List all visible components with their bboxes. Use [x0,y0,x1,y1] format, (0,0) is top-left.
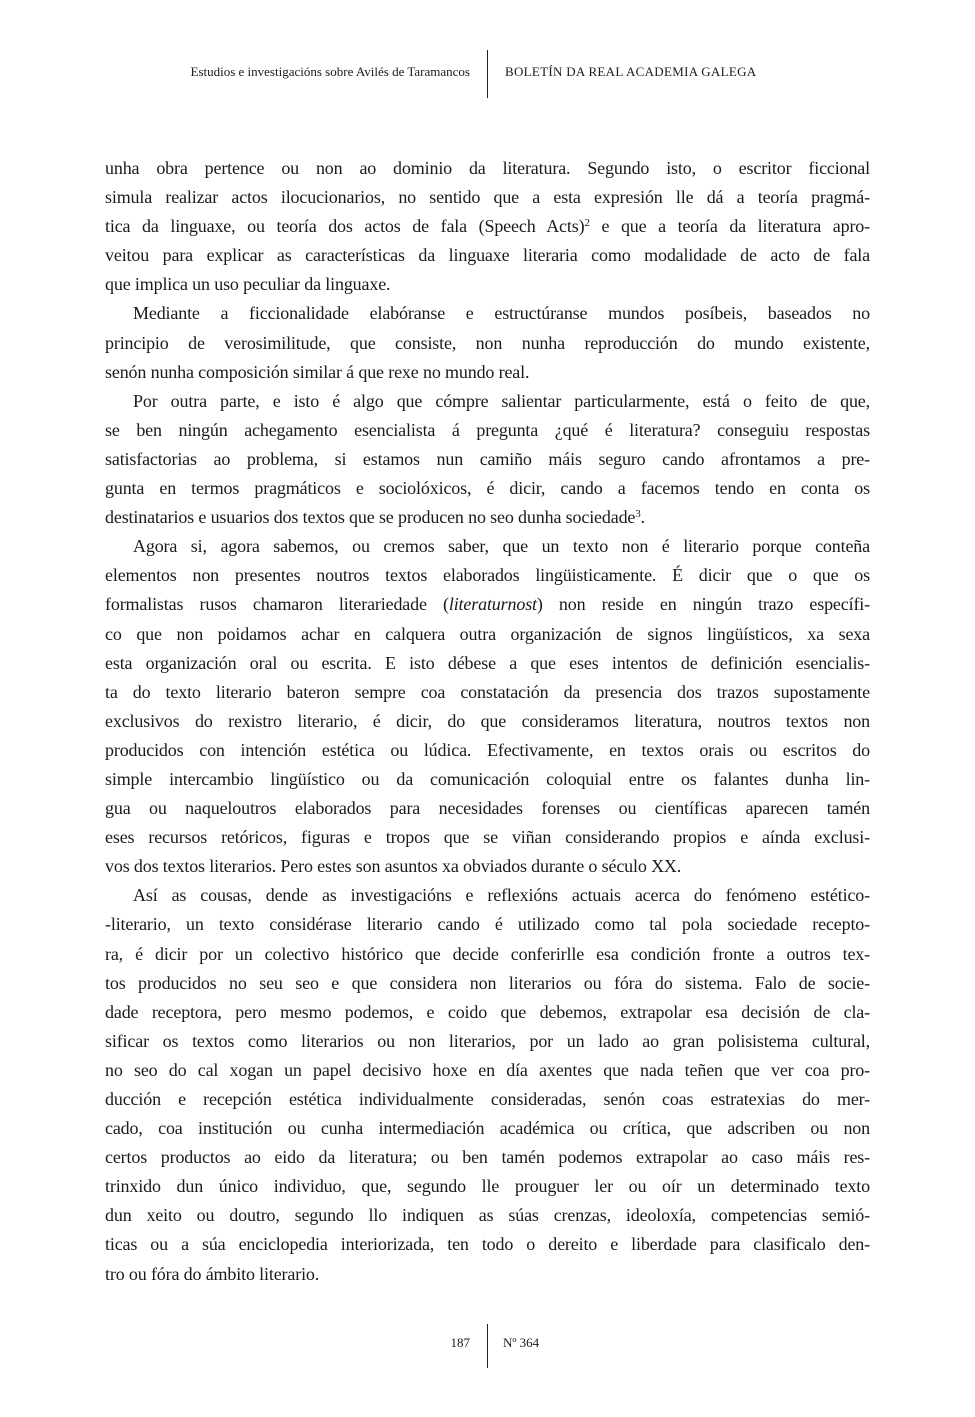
text-line [105,270,870,299]
text-segment: senón nunha composición similar á que rexe no mundo real. [105,361,530,382]
text-line [105,1201,870,1230]
text-line [105,707,870,736]
text-line [105,1056,870,1085]
text-line [105,590,870,619]
footnote-reference: 3 [635,508,641,521]
text-line [105,794,870,823]
text-segment: tos producidos no seu seo e que considera non literarios ou fóra do sistema. Falo de socie- [105,972,870,993]
text-line [105,649,870,678]
text-line [105,823,870,852]
text-segment: Mediante a ficcionalidade elabóranse e estructúranse mundos posíbeis, baseados no [133,303,870,324]
page-number: 187 [450,1335,470,1350]
text-line [105,1143,870,1172]
text-segment: satisfactorias ao problema, si estamos nun camiño máis seguro cando afrontamos a pre- [105,448,870,469]
text-segment: -literario, un texto considérase literario cando é utilizado como tal pola sociedade recepto- [105,914,870,935]
text-segment: elementos non presentes noutros textos elaborados lingüisticamente. É dicir que o que os [105,565,870,586]
paragraph [105,387,870,532]
text-line [105,358,870,387]
text-segment: unha obra pertence ou non ao dominio da literatura. Segundo isto, o escritor ficcional [105,158,870,178]
text-line [105,736,870,765]
italic-term: literaturnost [448,594,537,615]
text-line [105,1230,870,1259]
text-segment: veitou para explicar as características da linguaxe literaria como modalidade de acto de fala [105,245,870,266]
issue-number: Nº 364 [503,1335,540,1350]
text-line [105,329,870,358]
text-line [105,910,870,939]
text-segment: simula realizar actos ilocucionarios, no sentido que a esta expresión lle dá a teoría pragmá- [105,187,870,208]
text-line [105,387,870,416]
text-line [105,474,870,503]
text-line [105,678,870,707]
running-header-right: BOLETÍN DA REAL ACADEMIA GALEGA [505,64,757,79]
text-segment: ) non reside en ningún trazo específi- [536,594,870,615]
text-segment: cado, coa institución ou cunha intermediación académica ou crítica, que adscriben ou non [105,1118,870,1139]
text-segment: co que non poidamos achar en calquera outra organización de signos lingüísticos, xa sexa [105,623,870,644]
header-divider [487,50,488,98]
text-segment: e que a teoría da literatura apro- [589,216,870,237]
text-segment: tica da linguaxe, ou teoría dos actos de fala (Speech Acts) [105,216,585,237]
text-segment: tro ou fóra do ámbito literario. [105,1263,320,1284]
text-segment: ducción e recepción estética individualmente consideradas, senón coas estratexias do mer- [105,1089,870,1109]
text-segment: no seo do cal xogan un papel decisivo hoxe en día axentes que nada teñen que ver coa pro- [105,1059,870,1080]
text-segment: sificar os textos como literarios ou non literarios, por un lado ao gran polisistema cultural, [105,1030,870,1051]
text-segment: destinatarios e usuarios dos textos que se producen no seo dunha sociedade [105,507,636,528]
text-segment: ta do texto literario bateron sempre coa constatación da presencia dos trazos supostamente [105,681,870,702]
text-segment: exclusivos do rexistro literario, é dicir, do que consideramos literatura, noutros textos non [105,710,870,731]
body-text [105,154,870,1289]
text-line [105,445,870,474]
text-line [105,1260,870,1289]
text-segment: Así as cousas, dende as investigacións e reflexións actuais acerca do fenómeno estético- [133,885,870,906]
text-segment: certos productos ao eido da literatura; ou ben tamén podemos extrapolar ao caso máis res- [105,1147,870,1168]
text-line [105,998,870,1027]
text-segment: ra, é dicir por un colectivo histórico que decide conferirlle esa condición fronte a outros tex- [105,943,870,964]
text-segment: gua ou naqueloutros elaborados para necesidades forenses ou científicas aparecen tamén [105,798,870,819]
paragraph [105,154,870,299]
text-segment: eses recursos retóricos, figuras e tropos que se viñan considerando propios e aínda exclusi- [105,827,870,848]
text-line [105,620,870,649]
text-line [105,416,870,445]
text-segment: principio de verosimilitude, que consiste, non nunha reproducción do mundo existente, [105,332,870,353]
text-line [105,765,870,794]
text-line [105,1114,870,1143]
text-segment: esta organización oral ou escrita. E isto débese a que eses intentos de definición esencialis- [105,652,870,673]
text-line [105,1085,870,1114]
text-line [105,503,870,532]
text-segment: se ben ningún achegamento esencialista á pregunta ¿qué é literatura? conseguiu respostas [105,419,870,440]
text-segment: producidos con intención estética ou lúdica. Efectivamente, en textos orais ou escritos do [105,739,870,760]
text-segment: simple intercambio lingüístico ou da comunicación coloquial entre os falantes dunha lin- [105,768,870,789]
text-line [105,1027,870,1056]
running-header-left: Estudios e investigacións sobre Avilés de Taramancos [190,64,470,79]
paragraph [105,881,870,1288]
text-line [105,852,870,881]
text-segment: Por outra parte, e isto é algo que cómpre salientar particularmente, está o feito de que, [133,390,870,411]
paragraph [105,532,870,881]
text-line [105,212,870,241]
text-segment: que implica un uso peculiar da linguaxe. [105,274,391,295]
text-line [105,532,870,561]
text-segment: trinxido dun único individuo, que, segundo lle prouguer ler ou oír un determinado texto [105,1176,870,1197]
text-line [105,241,870,270]
footer-divider [487,1324,488,1368]
text-segment: vos dos textos literarios. Pero estes son asuntos xa obviados durante o século XX. [105,856,682,877]
text-line [105,183,870,212]
text-segment: formalistas rusos chamaron literariedade ( [105,594,449,615]
text-segment: ticas ou a súa enciclopedia interiorizada, ten todo o dereito e liberdade para clasificalo den- [105,1234,870,1255]
text-line [105,969,870,998]
text-segment: . [640,507,645,528]
paragraph [105,299,870,386]
text-line [105,940,870,969]
text-line [105,299,870,328]
text-line [105,1172,870,1201]
text-line [105,881,870,910]
text-segment: dade receptora, pero mesmo podemos, e coido que debemos, extrapolar esa decisión de cla- [105,1001,870,1022]
text-segment: dun xeito ou doutro, segundo llo indiquen as súas crenzas, ideoloxía, competencias semió- [105,1205,870,1226]
text-line [105,154,870,183]
footnote-reference: 2 [584,217,590,230]
text-segment: Agora si, agora sabemos, ou cremos saber, que un texto non é literario porque conteña [133,536,870,557]
text-line [105,561,870,590]
text-segment: gunta en termos pragmáticos e sociolóxicos, é dicir, cando a facemos tendo en conta os [105,478,870,499]
